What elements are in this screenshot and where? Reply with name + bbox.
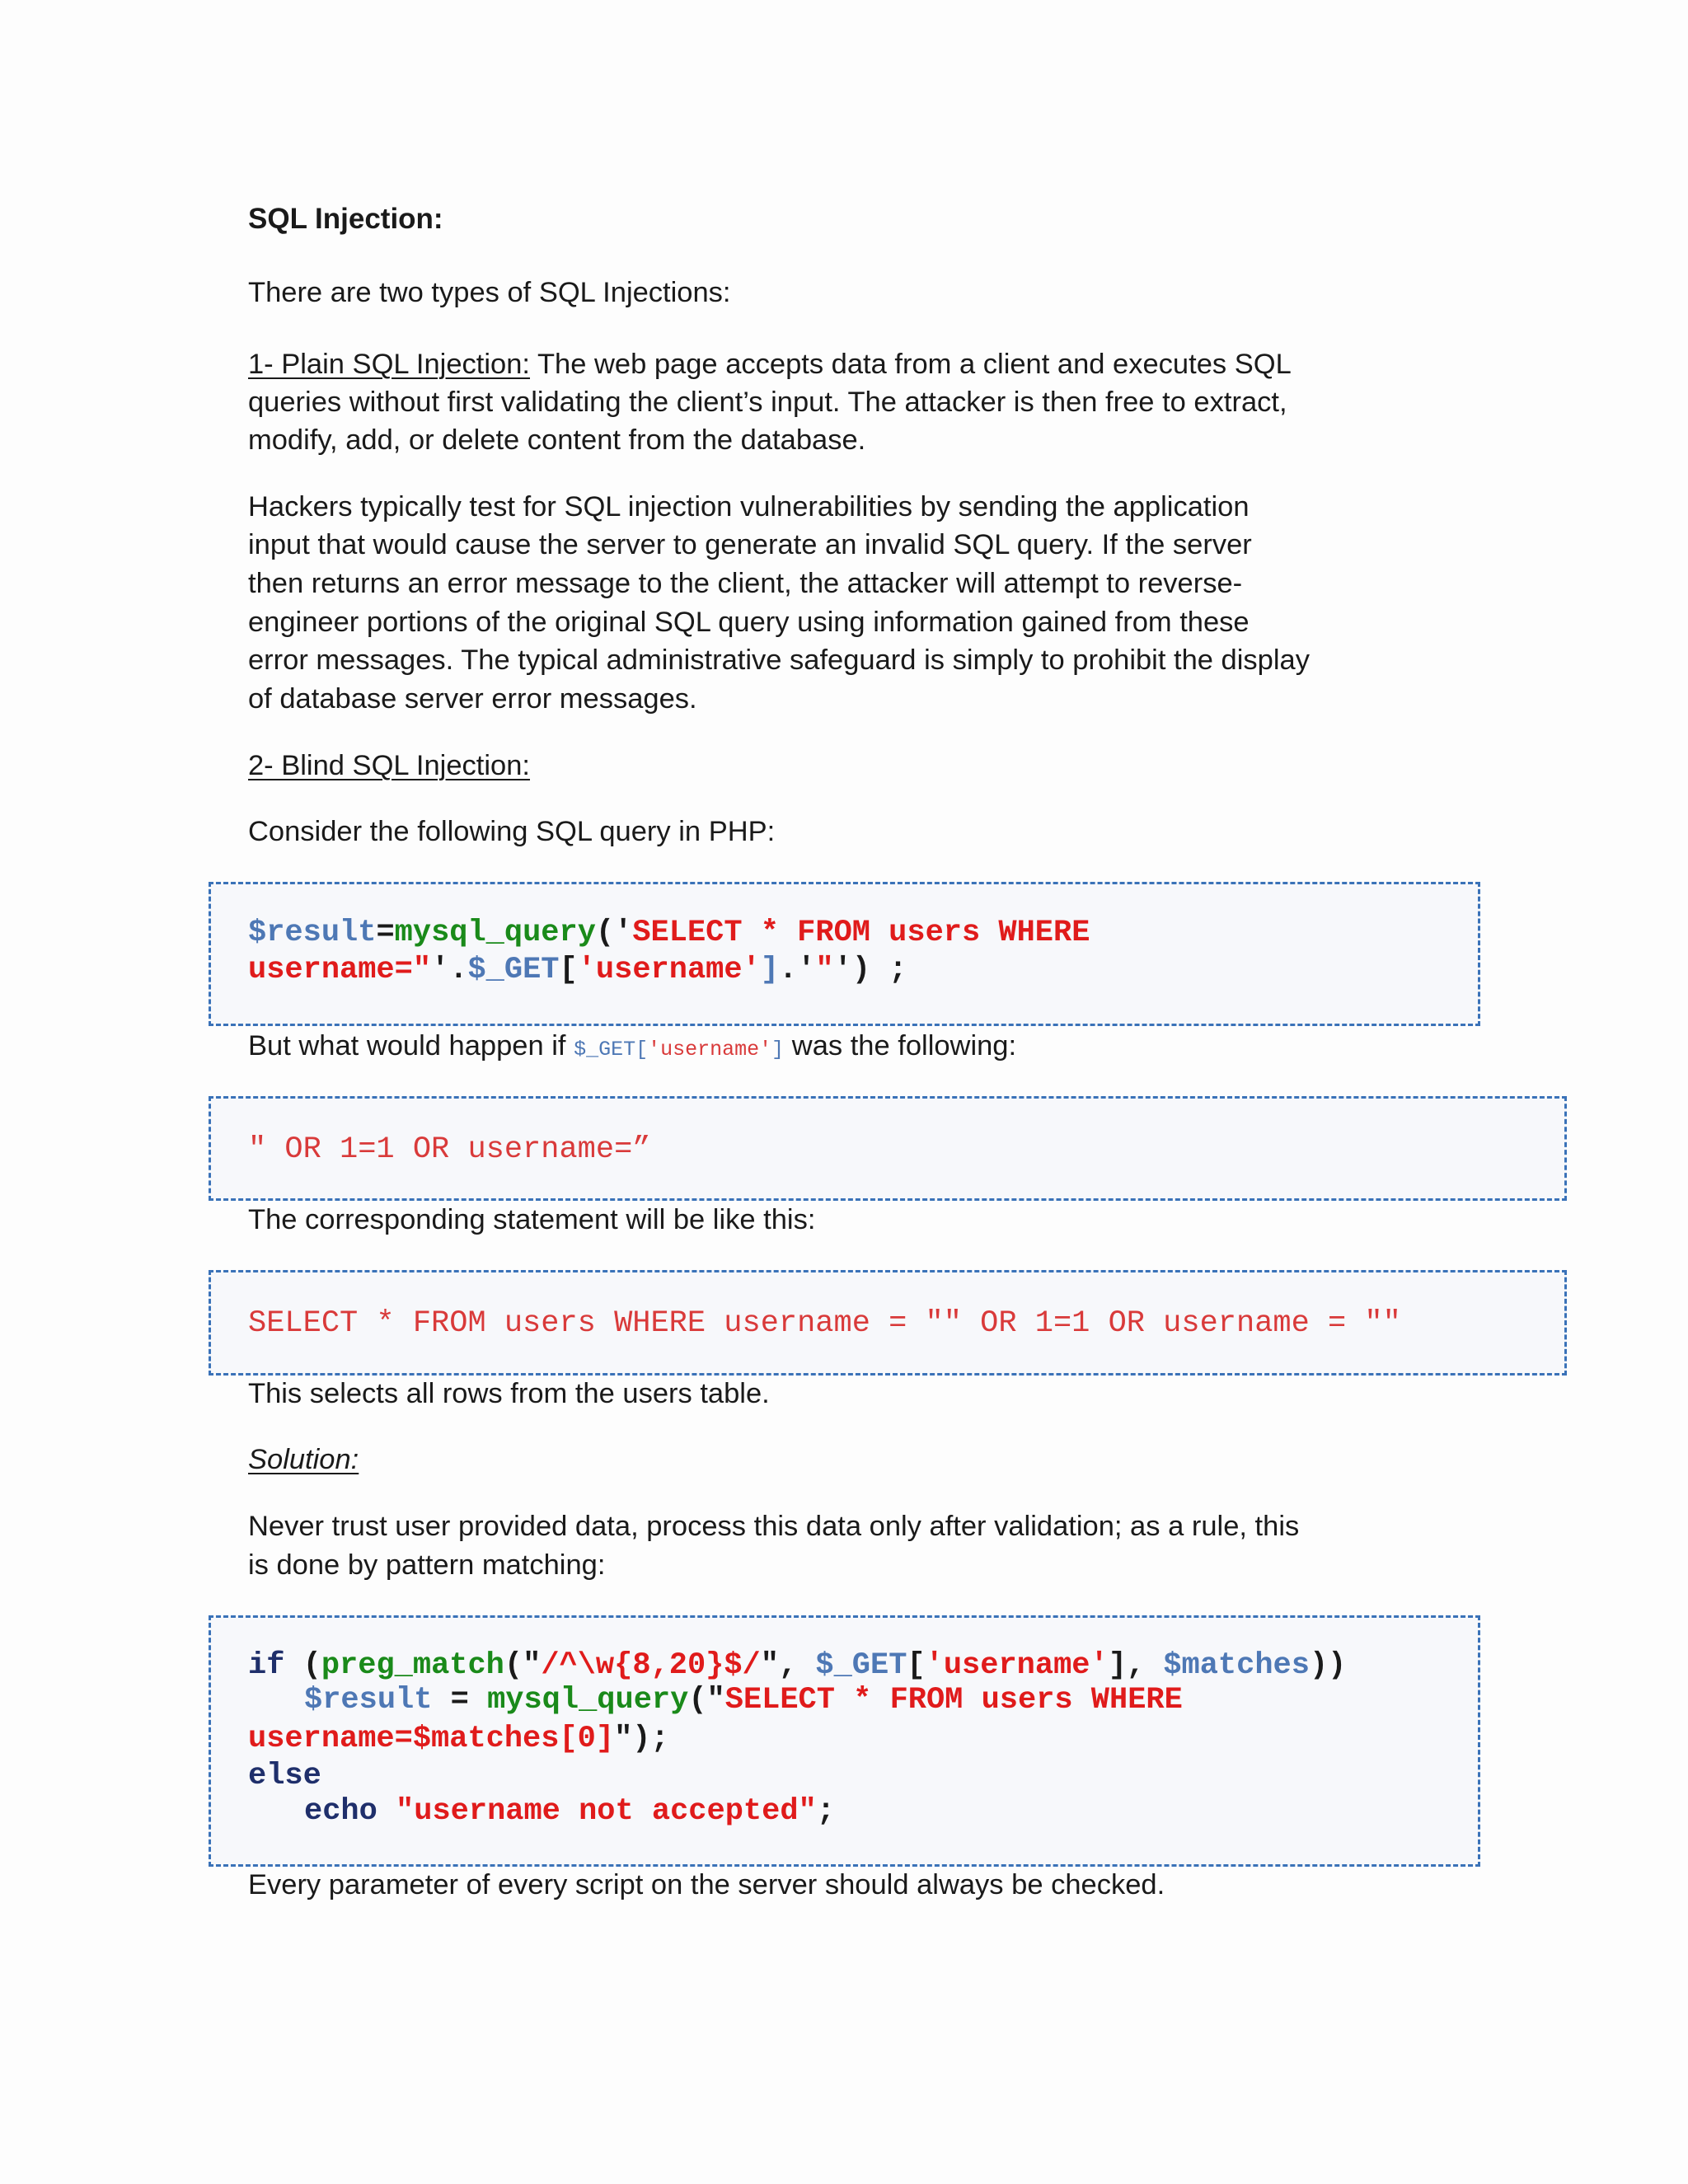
code-token: mysql_query — [487, 1683, 689, 1718]
code-token: preg_match — [321, 1648, 504, 1683]
hackers-line-5: error messages. The typical administrative safeguard is simply to prohibit the display — [248, 644, 1310, 676]
code-token: ( — [284, 1648, 321, 1683]
code-injection-input: " OR 1=1 OR username=” — [248, 1132, 651, 1167]
code-token: "); — [614, 1722, 669, 1756]
code-token: $_GET — [574, 1038, 636, 1062]
code-php-query-line-2 — [248, 952, 907, 988]
code-solution-line-3 — [248, 1721, 669, 1757]
code-token: 'username' — [925, 1648, 1109, 1683]
plain-sql-line-1 — [248, 345, 1292, 384]
text-run: was the following: — [784, 1030, 1017, 1062]
consider-text: Consider the following SQL query in PHP: — [248, 816, 776, 847]
code-token: ; — [816, 1794, 835, 1829]
code-token: [ — [559, 953, 578, 987]
code-token: = — [376, 916, 395, 950]
code-token: /^\w{8,20}$/ — [541, 1648, 761, 1683]
page-title: SQL Injection: — [248, 203, 443, 235]
code-token: $result — [248, 916, 377, 950]
code-token: $matches — [1163, 1648, 1310, 1683]
hackers-line-4: engineer portions of the original SQL query using information gained from these — [248, 607, 1250, 638]
code-token: [ — [907, 1648, 926, 1683]
code-token: username=$matches[0] — [248, 1722, 615, 1756]
solution-label: Solution: — [248, 1444, 359, 1475]
code-token: "username not accepted" — [396, 1794, 817, 1829]
code-token: (' — [595, 916, 633, 950]
intro-text: There are two types of SQL Injections: — [248, 277, 731, 308]
code-token: mysql_query — [394, 916, 596, 950]
plain-sql-text-1: The web page accepts data from a client and executes SQL — [530, 349, 1292, 380]
code-solution-line-1 — [248, 1647, 1346, 1684]
never-trust-line-2: is done by pattern matching: — [248, 1549, 606, 1581]
hackers-line-6: of database server error messages. — [248, 683, 697, 715]
code-solution-line-5 — [304, 1793, 835, 1830]
code-token: $result — [304, 1683, 433, 1718]
code-token: $_GET — [467, 953, 560, 987]
code-token: )) — [1309, 1648, 1347, 1683]
code-token: SELECT * FROM users WHERE — [724, 1683, 1183, 1718]
code-token: echo — [304, 1794, 377, 1829]
code-token: ] — [771, 1038, 785, 1062]
code-token: $_GET — [815, 1648, 907, 1683]
code-token: = — [432, 1683, 488, 1718]
code-token: '. — [431, 953, 468, 987]
code-solution-line-4 — [248, 1758, 321, 1794]
code-php-query-line-1 — [248, 915, 1090, 951]
plain-sql-line-2: queries without first validating the client’s input. The attacker is then free to extract, — [248, 387, 1287, 418]
hackers-line-1: Hackers typically test for SQL injection vulnerabilities by sending the application — [248, 491, 1250, 523]
code-token: " — [815, 953, 834, 987]
blind-sql-label: 2- Blind SQL Injection: — [248, 750, 530, 781]
plain-sql-line-3: modify, add, or delete content from the database. — [248, 424, 866, 456]
code-token: ", — [760, 1648, 816, 1683]
every-param-text: Every parameter of every script on the server should always be checked. — [248, 1869, 1165, 1900]
code-token: ') ; — [833, 953, 907, 987]
code-token: 'username' — [577, 953, 761, 987]
code-token: .' — [778, 953, 816, 987]
code-token: ], — [1108, 1648, 1164, 1683]
plain-sql-label: 1- Plain SQL Injection: — [248, 349, 530, 380]
code-resulting-sql: SELECT * FROM users WHERE username = "" OR 1=1 OR username = "" — [248, 1306, 1401, 1341]
code-token: (" — [504, 1648, 542, 1683]
code-token: if — [248, 1648, 285, 1683]
code-token: ] — [760, 953, 779, 987]
code-token: SELECT * FROM users WHERE — [632, 916, 1090, 950]
code-token: [ — [635, 1038, 649, 1062]
hackers-line-3: then returns an error message to the client, the attacker will attempt to reverse- — [248, 568, 1243, 599]
selects-all-text: This selects all rows from the users table. — [248, 1378, 770, 1409]
but-what-text — [248, 1027, 1016, 1069]
code-token: 'username' — [648, 1038, 772, 1062]
inline-code — [574, 1038, 784, 1062]
code-token: else — [248, 1759, 321, 1793]
corresponding-text: The corresponding statement will be like this: — [248, 1204, 816, 1235]
text-run: But what would happen if — [248, 1030, 574, 1062]
code-token: username=" — [248, 953, 432, 987]
never-trust-line-1: Never trust user provided data, process this data only after validation; as a rule, this — [248, 1511, 1300, 1542]
code-token: (" — [688, 1683, 725, 1718]
hackers-line-2: input that would cause the server to generate an invalid SQL query. If the server — [248, 529, 1252, 560]
code-solution-line-2 — [304, 1682, 1183, 1718]
